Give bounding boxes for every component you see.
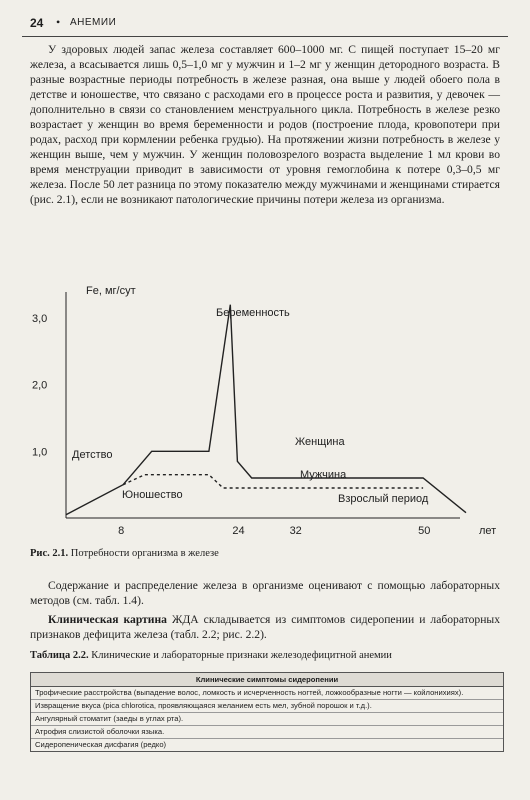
table-header: Клинические симптомы сидеропении (31, 673, 503, 687)
table-caption-text: Клинические и лабораторные признаки железодефицитной анемии (88, 650, 392, 661)
page-number: 24 (30, 16, 44, 30)
annotation-childhood: Детство (72, 449, 113, 461)
figure-caption (30, 548, 219, 559)
series-line-0 (66, 305, 466, 515)
y-tick-label: 2,0 (32, 379, 48, 392)
annotation-woman: Женщина (295, 436, 345, 448)
y-tick-label: 3,0 (32, 313, 48, 325)
header-bullet: • (56, 15, 61, 29)
running-title: АНЕМИИ (70, 17, 117, 28)
y-tick-label: 1,0 (32, 446, 48, 459)
x-tick-label: 24 (232, 525, 245, 537)
table-row: Атрофия слизистой оболочки языка. (31, 726, 503, 739)
x-tick-label: 50 (418, 525, 431, 537)
series-line-1 (123, 475, 423, 488)
x-tick-label: 32 (289, 525, 302, 537)
x-tick-label: 8 (118, 525, 125, 537)
clinical-picture-bold: Клиническая картина (48, 613, 167, 626)
table-row: Трофические расстройства (выпадение волос, ломкость и исчерченность ногтей, ложкообразные ногти — койлонихиях). (31, 687, 503, 700)
table-row: Извращение вкуса (pica chlorotica, проявляющаяся желанием есть мел, зубной порошок и т.д.). (31, 700, 503, 713)
iron-need-chart (30, 282, 500, 542)
y-ticks (32, 313, 47, 458)
table-row: Ангулярный стоматит (заеды в углах рта). (31, 713, 503, 726)
clinical-picture-rest: ЖДА складывается из симптомов сидеропении и лабораторных признаков дефицита железа (табл. 2.2; рис. 2.2). (30, 613, 500, 641)
symptoms-table (30, 672, 504, 752)
x-ticks (118, 525, 430, 537)
header-rule (22, 36, 508, 37)
paragraph-clinical-picture (30, 612, 500, 642)
annotation-man: Мужчина (300, 469, 347, 481)
annotation-adult: Взрослый период (338, 493, 429, 505)
y-axis-label: Fe, мг/сут (86, 285, 136, 297)
chart-svg (30, 282, 500, 542)
figure-caption-label: Рис. 2.1. (30, 548, 69, 559)
x-axis-label: лет (479, 525, 497, 537)
table-caption-label: Таблица 2.2. (30, 650, 89, 661)
paragraph-iron-stores: У здоровых людей запас железа составляет 600–1000 мг. С пищей поступает 15–20 мг железа, а всасывается лишь 0,5–1,0 мг у мужчин и 1–2 мг у женщин детородного возраста. В разные возрастные периоды потребность в железе разная, она выше у людей обоего пола в детстве и юношестве, что связано с расходами его в процессе роста и развития, у девочек — дополнительно в связи со становлением менструального цикла. Потребность в железе резко возрастает у женщин во время беременности и родов (построение плода, кровопотери при родах, расход при кормлении ребенка грудью). На протяжении жизни потребность в железе у женщин выше, чем у мужчин. У женщин половозрелого возраста выделение 1 мл крови во время менструации приводит в зависимости от уровня гемоглобина к потере 0,3–0,5 мг железа. После 50 лет разница по этому показателю между мужчинами и женщинами стирается (рис. 2.1), если не возникают патологические причины потери железа из организма. (30, 43, 500, 206)
annotation-youth: Юношество (122, 489, 183, 501)
table-row: Сидеропеническая дисфагия (редко) (35, 740, 167, 749)
table-caption (30, 650, 392, 661)
series-group (66, 305, 466, 515)
paragraph-lab-methods: Содержание и распределение железа в организме оценивают с помощью лабораторных методов (см. табл. 1.4). (30, 579, 500, 607)
figure-caption-text: Потребности организма в железе (68, 548, 219, 559)
annotation-pregnancy: Беременность (216, 307, 290, 319)
page-header (22, 14, 508, 34)
